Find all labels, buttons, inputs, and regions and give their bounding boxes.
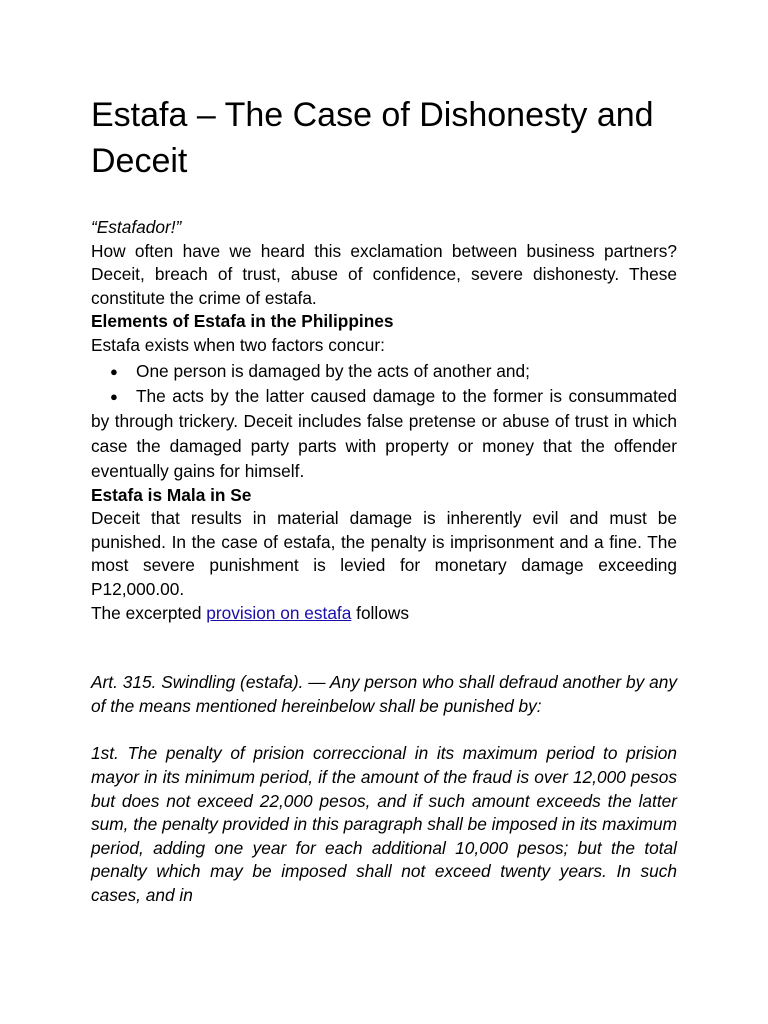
exclamation-text: “Estafador!” (91, 217, 182, 237)
first-penalty-paragraph: 1st. The penalty of prision correccional in its maximum period to prision mayor in its minimum period, if the amount of the fraud is over 12,000 pesos but does not exceed 22,000 pesos, and if such amount exceeds the latter sum, the penalty provided in this paragraph shall be imposed in its maximum period, adding one year for each additional 10,000 pesos; but the total penalty which may be imposed shall not exceed twenty years. In such cases, and in (91, 743, 677, 905)
provision-link[interactable]: provision on estafa (206, 602, 352, 623)
list-item-text: The acts by the latter caused damage to the former is consummated by through trickery. Deceit includes false pretense or abuse of trust in which case the damaged party parts with property or money that the offender eventually gains for himself. (91, 385, 677, 481)
elements-heading: Elements of Estafa in the Philippines (91, 311, 394, 332)
bullet-icon: ● (110, 388, 118, 404)
excerpt-line (91, 602, 677, 626)
bullet-icon: ● (110, 363, 118, 379)
excerpt-suffix: follows (351, 602, 409, 623)
mala-paragraph: Deceit that results in material damage is inherently evil and must be punished. In the case of estafa, the penalty is imprisonment and a fine. The most severe punishment is levied for monetary damage exceeding P12,000.00. (91, 508, 677, 599)
intro-paragraph: How often have we heard this exclamation between business partners? Deceit, breach of trust, abuse of confidence, severe dishonesty. These constitute the crime of estafa. (91, 240, 677, 308)
article-315-paragraph: Art. 315. Swindling (estafa). — Any person who shall defraud another by any of the means mentioned hereinbelow shall be punished by: (91, 672, 677, 716)
elements-intro: Estafa exists when two factors concur: (91, 334, 385, 355)
excerpt-prefix: The excerpted (91, 602, 207, 623)
document-body (91, 216, 677, 907)
spacer (91, 718, 677, 742)
mala-heading: Estafa is Mala in Se (91, 484, 252, 505)
list-item (91, 359, 677, 384)
page-title: Estafa – The Case of Dishonesty and Deceit (91, 96, 654, 180)
spacer (91, 625, 677, 671)
list-item-text: One person is damaged by the acts of another and; (136, 360, 530, 381)
list-item (91, 384, 677, 484)
